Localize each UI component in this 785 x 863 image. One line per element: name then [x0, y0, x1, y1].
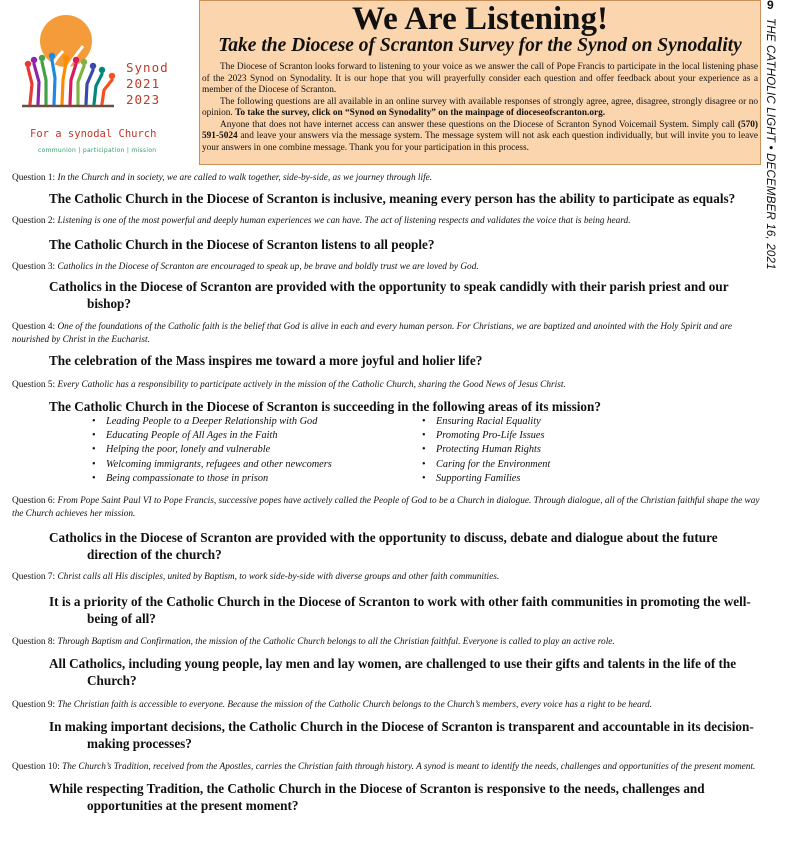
question-statement: The Catholic Church in the Diocese of Scranton is succeeding in the following areas of its mission?	[49, 399, 601, 414]
question-statement: All Catholics, including young people, lay men and lay women, are challenged to use their gifts and talents in the life of the Church?	[49, 656, 737, 689]
question-block	[12, 379, 760, 486]
question-list	[12, 172, 760, 814]
logo-year-start: 2021	[126, 76, 161, 91]
question-context: The Church’s Tradition, received from the Apostles, carries the Christian faith through history. A synod is meant to identify the needs, challenges and opportunities of the present moment.	[62, 762, 756, 773]
synod-figures-icon	[8, 6, 128, 126]
mission-area-item: • Ensuring Racial Equality	[436, 415, 550, 429]
mission-area-item: • Helping the poor, lonely and vulnerable	[106, 443, 426, 457]
question-statement: Catholics in the Diocese of Scranton are provided with the opportunity to speak candidly with their parish priest and our bishop?	[49, 279, 729, 311]
question-prompt	[12, 699, 760, 712]
logo-year-end: 2023	[126, 92, 161, 107]
mission-area-list	[106, 415, 426, 486]
synod-logo	[8, 6, 194, 158]
question-prompt	[12, 571, 760, 584]
question-statement: The Catholic Church in the Diocese of Scranton listens to all people?	[49, 237, 435, 252]
question-context: Catholics in the Diocese of Scranton are encouraged to speak up, be brave and boldly trust we are loved by God.	[57, 262, 479, 272]
question-prompt	[12, 215, 760, 228]
question-statement: The Catholic Church in the Diocese of Scranton is inclusive, meaning every person has the ability to participate as equals?	[49, 191, 736, 206]
mission-area-item: • Welcoming immigrants, refugees and other newcomers	[106, 458, 426, 472]
question-prompt	[12, 636, 760, 649]
intro-paragraph-3	[202, 120, 758, 155]
question-context: The Christian faith is accessible to everyone. Because the mission of the Catholic Church belongs to the Church’s members, every voice has a right to be heard.	[57, 700, 652, 711]
question-prompt	[12, 172, 760, 185]
question-context: Listening is one of the most powerful and deeply human experiences we can have. The act of listening respects and validates the voice that is being heard.	[57, 216, 631, 226]
question-context: In the Church and in society, we are called to walk together, side-by-side, as we journey through life.	[57, 173, 433, 183]
publication-dateline: THE CATHOLIC LIGHT • DECEMBER 16, 2021	[764, 18, 776, 270]
question-label: Question 5:	[12, 380, 56, 390]
logo-subline: communion | participation | mission	[38, 147, 157, 154]
question-statement: It is a priority of the Catholic Church in the Diocese of Scranton to work with other faith communities in promoting the well-being of all?	[49, 594, 751, 627]
survey-link-text[interactable]: To take the survey, click on “Synod on Synodality” on the mainpage of dioceseofscranton.org.	[235, 108, 606, 118]
mission-area-item: • Educating People of All Ages in the Faith	[106, 429, 426, 443]
question-block	[12, 761, 760, 814]
question-statement: In making important decisions, the Catholic Church in the Diocese of Scranton is transparent and accountable in its decision-making processes?	[49, 719, 754, 752]
question-label: Question 4:	[12, 322, 56, 332]
intro-text	[202, 62, 758, 154]
question-label: Question 8:	[12, 637, 56, 648]
question-statement: While respecting Tradition, the Catholic Church in the Diocese of Scranton is responsive to the needs, challenges and opportunities at the present moment?	[49, 781, 705, 814]
question-label: Question 10:	[12, 762, 60, 773]
mission-area-item: • Protecting Human Rights	[436, 443, 550, 457]
question-statement: The celebration of the Mass inspires me toward a more joyful and holier life?	[49, 353, 483, 368]
phone-number[interactable]: (570) 591-5024	[202, 119, 758, 141]
question-prompt	[12, 495, 760, 521]
question-label: Question 1:	[12, 173, 56, 183]
intro-survey-text: The following questions are all available in an online survey with available responses of strongly agree, agree, disagree, strongly disagree or no opinion.	[202, 96, 758, 118]
intro-voicemail-text: Anyone that does not have internet access can answer these questions on the Diocese of Scranton Synod Voicemail System. Simply call	[220, 119, 738, 130]
page-sidebar	[761, 0, 785, 270]
intro-paragraph-1: The Diocese of Scranton looks forward to listening to your voice as we answer the call of Pope Francis to participate in the local listening phase of the 2023 Synod on Synodality. It is our hope that you will prayerfully consider each question and offer feedback about your experience as a member of the Diocese of Scranton.	[202, 62, 758, 95]
mission-area-item: • Leading People to a Deeper Relationship with God	[106, 415, 426, 429]
question-prompt	[12, 379, 760, 392]
question-context: Through Baptism and Confirmation, the mission of the Catholic Church belongs to all the Christian faithful. Everyone is called to play an active role.	[57, 637, 615, 648]
question-block	[12, 321, 760, 369]
question-context: From Pope Saint Paul VI to Pope Francis, successive popes have actively called the People of God to be a Church in dialogue. Through dialogue, all of the Christian faithful shape the way the Church achieves her mission.	[12, 496, 760, 520]
page-title: We Are Listening!	[351, 1, 609, 37]
question-block	[12, 172, 760, 207]
intro-voicemail-text-end: and leave your answers via the message system. The message system will not ask each question individually, but will invite you to leave your answers in one combine message. Thank you for your participation in this process.	[202, 131, 758, 153]
page-subtitle: Take the Diocese of Scranton Survey for the Synod on Synodality	[218, 35, 742, 56]
mission-area-item: • Promoting Pro-Life Issues	[436, 429, 550, 443]
question-context: Every Catholic has a responsibility to participate actively in the mission of the Catholic Church, sharing the Good News of Jesus Christ.	[57, 380, 566, 390]
question-context: One of the foundations of the Catholic faith is the belief that God is alive in each and every human person. For Christians, we are baptized and anointed with the Holy Spirit and are nourished by Christ in the Eucharist.	[12, 322, 733, 345]
question-context: Christ calls all His disciples, united by Baptism, to work side-by-side with diverse groups and other faith communities.	[57, 572, 500, 583]
question-prompt	[12, 321, 760, 347]
mission-areas	[12, 415, 760, 486]
question-label: Question 7:	[12, 572, 56, 583]
question-block	[12, 571, 760, 627]
question-prompt	[12, 261, 760, 274]
mission-area-item: • Being compassionate to those in prison	[106, 472, 426, 486]
question-label: Question 6:	[12, 496, 56, 507]
page-number: 9	[767, 0, 774, 12]
intro-paragraph-2	[202, 97, 758, 120]
question-block	[12, 699, 760, 752]
intro-box	[199, 0, 761, 165]
question-block	[12, 215, 760, 253]
question-block	[12, 261, 760, 312]
question-label: Question 2:	[12, 216, 56, 226]
mission-area-list	[426, 415, 550, 486]
mission-area-item: • Caring for the Environment	[436, 458, 550, 472]
question-label: Question 3:	[12, 262, 56, 272]
mission-area-item: • Supporting Families	[436, 472, 550, 486]
question-statement: Catholics in the Diocese of Scranton are provided with the opportunity to discuss, debate and dialogue about the future direction of the church?	[49, 530, 718, 563]
question-prompt	[12, 761, 760, 774]
question-block	[12, 636, 760, 689]
question-label: Question 9:	[12, 700, 56, 711]
logo-synod: Synod	[126, 60, 169, 75]
logo-tagline: For a synodal Church	[30, 128, 157, 140]
question-block	[12, 495, 760, 563]
